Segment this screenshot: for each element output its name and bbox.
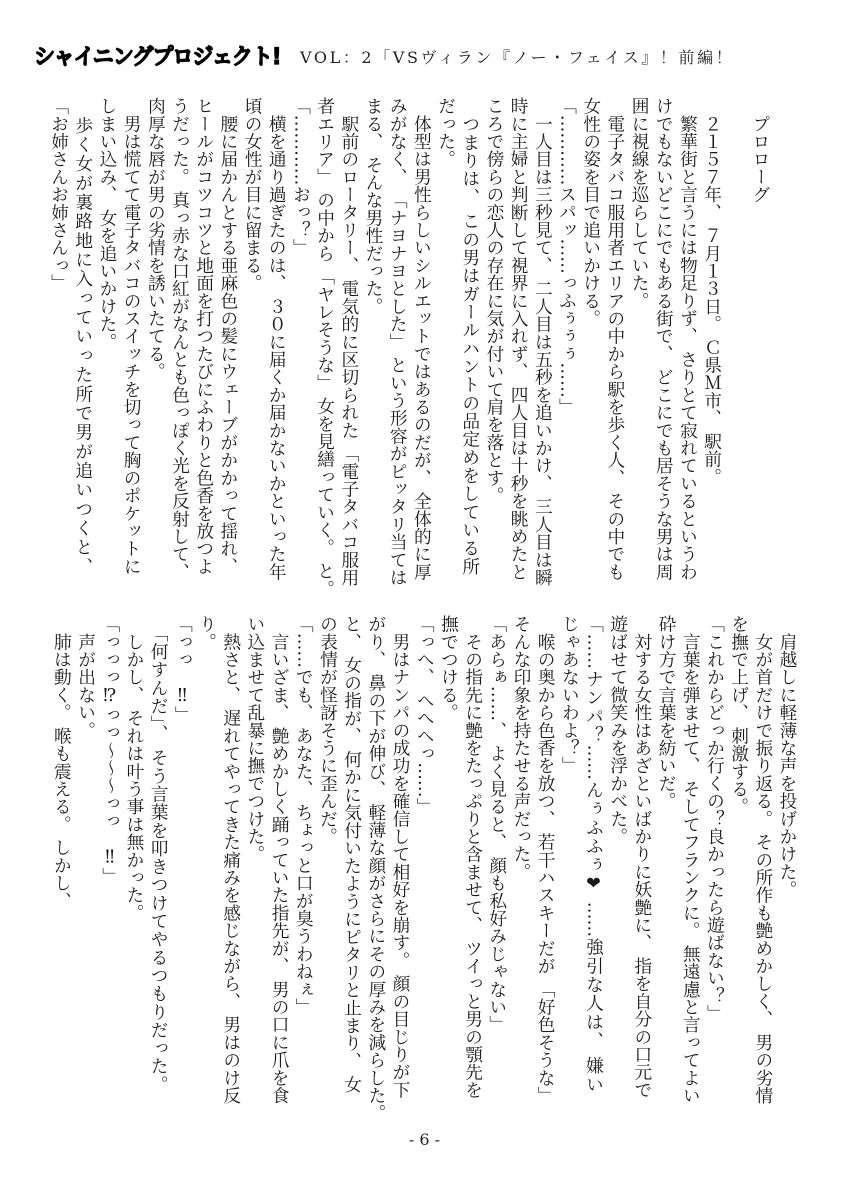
text-column: 頃の女性が目に留まる。 xyxy=(242,97,263,292)
text-column xyxy=(724,97,748,575)
text-column: その指先に艶をたっぷりと含ませて、 ツイっと男の顎先を xyxy=(462,615,483,1099)
text-column: 女性の姿を目で追いかける。 xyxy=(580,97,601,328)
text-column: 砕け方で言葉を紡いだ。 xyxy=(656,615,677,810)
text-column: 「…………おっ？」 xyxy=(290,97,311,257)
text-column: 腰に届かんとする亜麻色の髪にウェーブがかかって揺れ、 xyxy=(217,97,238,575)
text-column: を撫で上げ、 刺激する。 xyxy=(728,615,749,816)
text-column: プロローグ xyxy=(750,97,770,204)
text-column: 「これからどっか行くの？良かったら遊ばない？」 xyxy=(704,615,725,1023)
text-column: 男はナンパの成功を確信して相好を崩す。 顔の目じりが下 xyxy=(390,615,410,1099)
text-column: うだった。 真っ赤な口紅がなんとも色っぽく光を反射して、 xyxy=(169,97,190,581)
text-column: 遊ばせて微笑みを浮かべた。 xyxy=(607,615,628,846)
text-column: じゃあないわよ？」 xyxy=(559,615,580,775)
text-column: 「っっっ⁉っっ〜〜〜っっ ‼」 xyxy=(99,615,120,886)
text-column: 一人目は三秒見て、 二人目は五秒を追いかけ、 三人目は瞬 xyxy=(532,97,553,587)
text-column: 肺は動く。 喉も震える。 しかし、 xyxy=(51,615,72,910)
text-column: けでもないどこにでもある街で、 どこにでも居そうな男は周 xyxy=(653,97,674,581)
text-column: ヒールがコツコツと地面を打つたびにふわりと色香を放つよ xyxy=(193,97,214,575)
text-column: ２１５７年、 ７月１３日。 Ｃ県Ｍ市、 駅前。 xyxy=(701,97,722,486)
text-column: の表情が怪訝そうに歪んだ。 xyxy=(317,615,338,846)
text-column: 言葉を弾ませて、 そしてフランクに。 無遠慮と言ってよい xyxy=(680,615,701,1105)
text-column: がり、 鼻の下が伸び、 軽薄な顔がさらにその厚みを減らした。 xyxy=(365,615,386,1122)
text-column: と、 女の指が、 何かに気付いたようにピタリと止まり、 女 xyxy=(341,615,362,1093)
page-number: - 6 - xyxy=(408,1130,441,1149)
text-column: 肉厚な唇が男の劣情を誘いたてる。 xyxy=(145,97,166,381)
text-column: 熱さと、 遅れてやってきた痛みを感じながら、 男はのけ反 xyxy=(220,615,241,1105)
text-column: い込ませて乱暴に撫でつけた。 xyxy=(244,615,265,863)
text-column: だった。 xyxy=(435,97,456,168)
text-column: 「っへ、 へへへっ……」 xyxy=(414,615,435,816)
text-column: そんな印象を持たせる声だった。 xyxy=(510,615,531,881)
text-column: みがなく、 「ナヨナヨとした」 という形容がピッタリ当ては xyxy=(387,97,408,587)
text-column: 声が出ない。 xyxy=(75,615,96,739)
text-column: つまりは、 この男はガールハントの品定めをしている所 xyxy=(459,97,480,575)
text-column: 「……ナンパ？……んぅふふぅ❤ ……強引な人は、 嫌い xyxy=(583,615,604,1093)
text-column: 「……でも、 あなた、 ちょっと口が臭うわねぇ」 xyxy=(293,615,314,1016)
lower-text-block xyxy=(49,615,799,1122)
text-column: 対する女性はあざといばかりに妖艶に、 指を自分の口元で xyxy=(631,615,652,1099)
chapter-subtitle: VOL：2「VSヴィラン『ノー・フェイス』！前編！ xyxy=(300,48,735,67)
text-column: 撫でつける。 xyxy=(438,615,459,722)
text-column: 駅前のロータリー、 電気的に区切られた 「電子タバコ服用 xyxy=(338,97,359,587)
upper-text-block xyxy=(46,97,772,598)
text-column: 繁華街と言うには物足りず、 さりとて寂れているというわ xyxy=(677,97,698,581)
text-column: 「何すんだ」、 そう言葉を叩きつけてやるつもりだった。 xyxy=(148,615,169,1093)
text-column: 喉の奥から色香を放つ、 若干ハスキーだが 「好色そうな」 xyxy=(535,615,556,1105)
series-logo: シャイニングプロジェクト! xyxy=(34,44,281,70)
text-column: 横を通り過ぎたのは、 ３０に届くか届かないかといった年 xyxy=(266,97,287,581)
text-column: 男は慌てて電子タバコのスイッチを切って胸のポケットに xyxy=(121,97,142,575)
text-column: 言いざま、 艶めかしく踊っていた指先が、 男の口に爪を食 xyxy=(269,615,290,1105)
text-column: 「っっ ‼」 xyxy=(172,615,193,724)
text-column: り。 xyxy=(196,615,217,651)
text-column: しまい込み、 女を追いかけた。 xyxy=(96,97,117,351)
text-column: 「…………スパッ……っふぅぅぅ……」 xyxy=(556,97,577,416)
text-column: 肩越しに軽薄な声を投げかけた。 xyxy=(777,615,797,899)
text-column: 時に主婦と判断して視界に入れず、 四人目は十秒を眺めたと xyxy=(508,97,529,581)
text-column: しかし、 それは叶う事は無かった。 xyxy=(123,615,144,922)
text-column: 体型は男性らしいシルエットではあるのだが、 全体的に厚 xyxy=(411,97,432,581)
text-column: 電子タバコ服用者エリアの中から駅を歩く人、 その中でも xyxy=(604,97,625,581)
text-column: 女が首だけで振り返る。 その所作も艶めかしく、 男の劣情 xyxy=(752,615,773,1105)
text-column: ころで傍らの恋人の存在に気が付いて肩を落とす。 xyxy=(483,97,504,505)
text-column: 囲に視線を巡らしていた。 xyxy=(629,97,650,310)
text-column: 歩く女が裏路地に入っていった所で男が追いつくと、 xyxy=(72,97,93,575)
text-column: 者エリア」 の中から 「ヤレそうな」 女を見繕っていく。 と。 xyxy=(314,97,335,598)
text-column: 「あらぁ……、 よく見ると、 顔も私好みじゃない」 xyxy=(486,615,507,1034)
text-column: まる、 そんな男性だった。 xyxy=(363,97,383,316)
text-column: 「お姉さんお姉さんっ」 xyxy=(48,97,69,292)
